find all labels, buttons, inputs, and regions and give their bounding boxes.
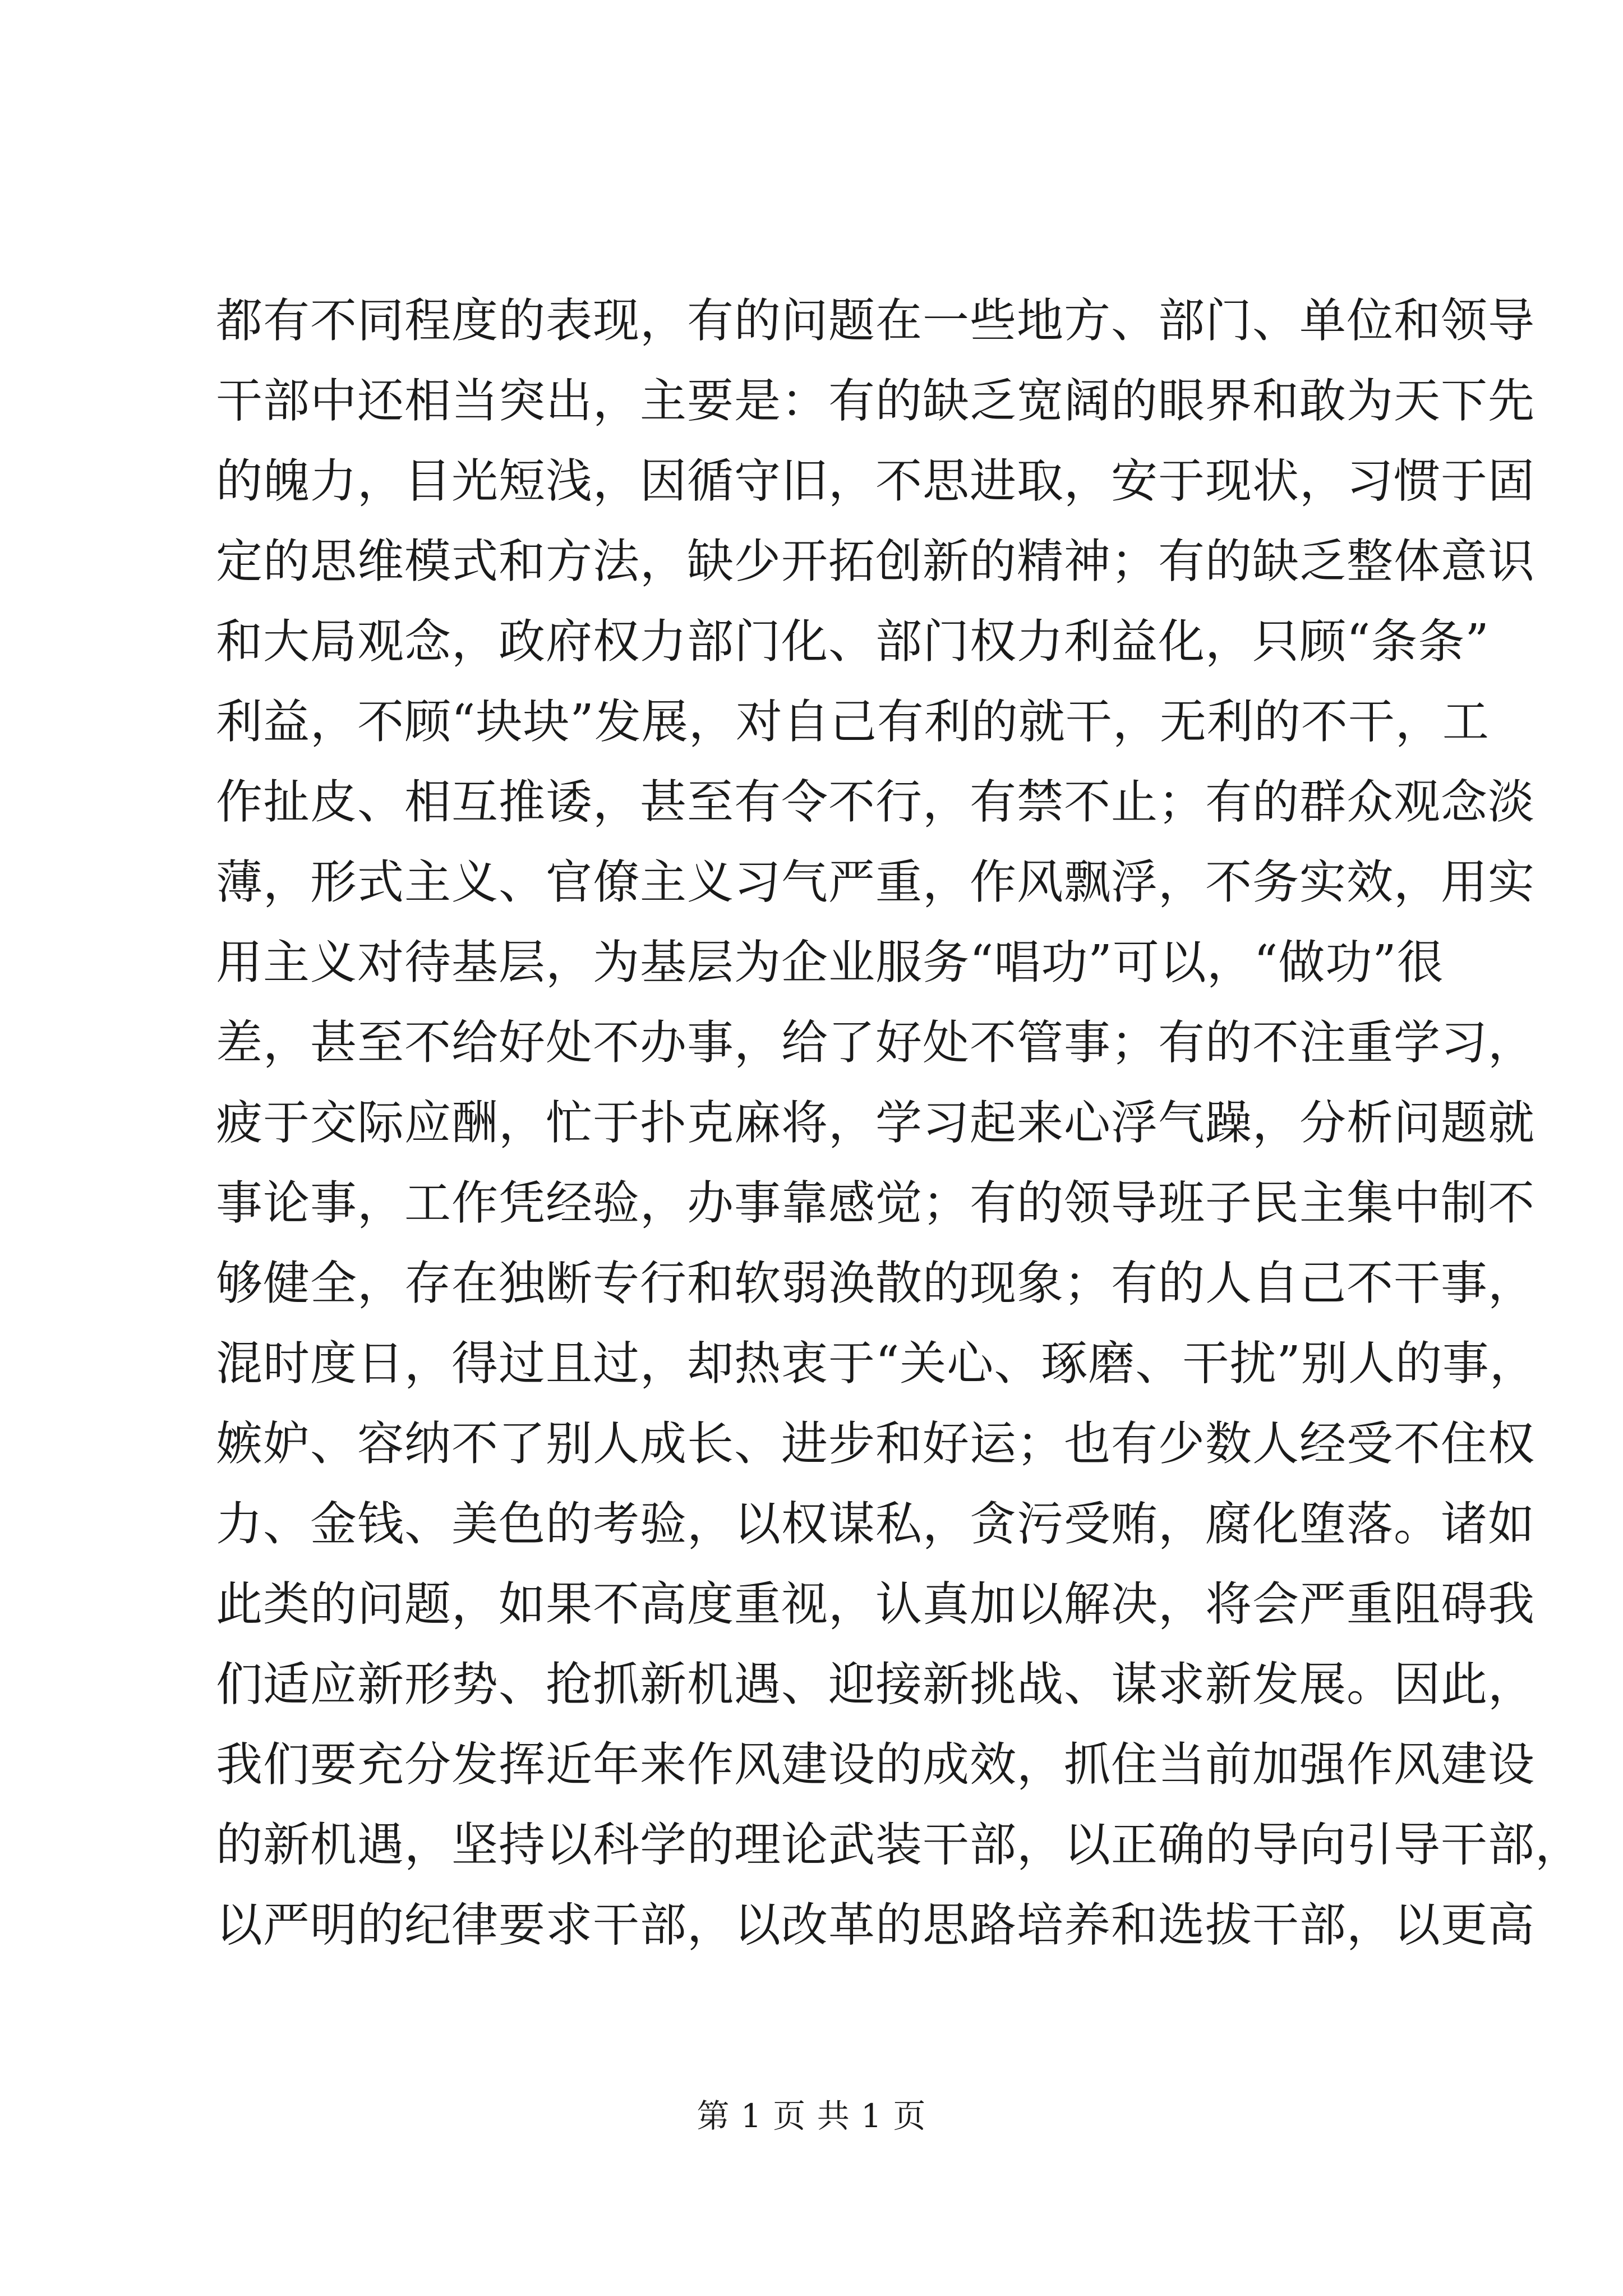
- text-line: 们适应新形势、抢抓新机遇、迎接新挑战、谋求新发展。因此，: [216, 1657, 1535, 1711]
- body-text: [216, 280, 1623, 1965]
- text-line: 我们要充分发挥近年来作风建设的成效，抓住当前加强作风建设: [216, 1737, 1535, 1792]
- text-line: 力、金钱、美色的考验，以权谋私，贪污受贿，腐化堕落。诸如: [216, 1497, 1535, 1551]
- text-line: 和大局观念，政府权力部门化、部门权力利益化，只顾“条条”: [216, 614, 1490, 669]
- text-line: 疲于交际应酬，忙于扑克麻将，学习起来心浮气躁，分析问题就: [216, 1096, 1535, 1150]
- text-line: 作扯皮、相互推诿，甚至有令不行，有禁不止；有的群众观念淡: [216, 775, 1535, 829]
- text-line: 用主义对待基层，为基层为企业服务“唱功”可以，“做功”很: [216, 935, 1444, 990]
- text-line: 定的思维模式和方法，缺少开拓创新的精神；有的缺乏整体意识: [216, 534, 1535, 588]
- text-line: 都有不同程度的表现，有的问题在一些地方、部门、单位和领导: [216, 293, 1535, 348]
- text-line: 的新机遇，坚持以科学的理论武装干部，以正确的导向引导干部，: [216, 1818, 1582, 1872]
- text-line: 差，甚至不给好处不办事，给了好处不管事；有的不注重学习，: [216, 1015, 1535, 1070]
- page-number-footer: 第 1 页 共 1 页: [697, 2097, 926, 2135]
- text-line: 混时度日，得过且过，却热衷于“关心、琢磨、干扰”别人的事，: [216, 1336, 1537, 1391]
- text-line: 利益，不顾“块块”发展，对自己有利的就干，无利的不干，工: [216, 694, 1490, 749]
- text-line: 此类的问题，如果不高度重视，认真加以解决，将会严重阻碍我: [216, 1577, 1535, 1631]
- text-line: 事论事，工作凭经验，办事靠感觉；有的领导班子民主集中制不: [216, 1176, 1535, 1230]
- text-line: 干部中还相当突出，主要是：有的缺乏宽阔的眼界和敢为天下先: [216, 374, 1535, 428]
- text-line: 的魄力，目光短浅，因循守旧，不思进取，安于现状，习惯于固: [216, 454, 1535, 508]
- text-line: 薄，形式主义、官僚主义习气严重，作风飘浮，不务实效，用实: [216, 855, 1535, 909]
- text-line: 嫉妒、容纳不了别人成长、进步和好运；也有少数人经受不住权: [216, 1416, 1535, 1471]
- text-line: 够健全，存在独断专行和软弱涣散的现象；有的人自己不干事，: [216, 1256, 1535, 1310]
- text-line: 以严明的纪律要求干部，以改革的思路培养和选拔干部，以更高: [216, 1898, 1535, 1952]
